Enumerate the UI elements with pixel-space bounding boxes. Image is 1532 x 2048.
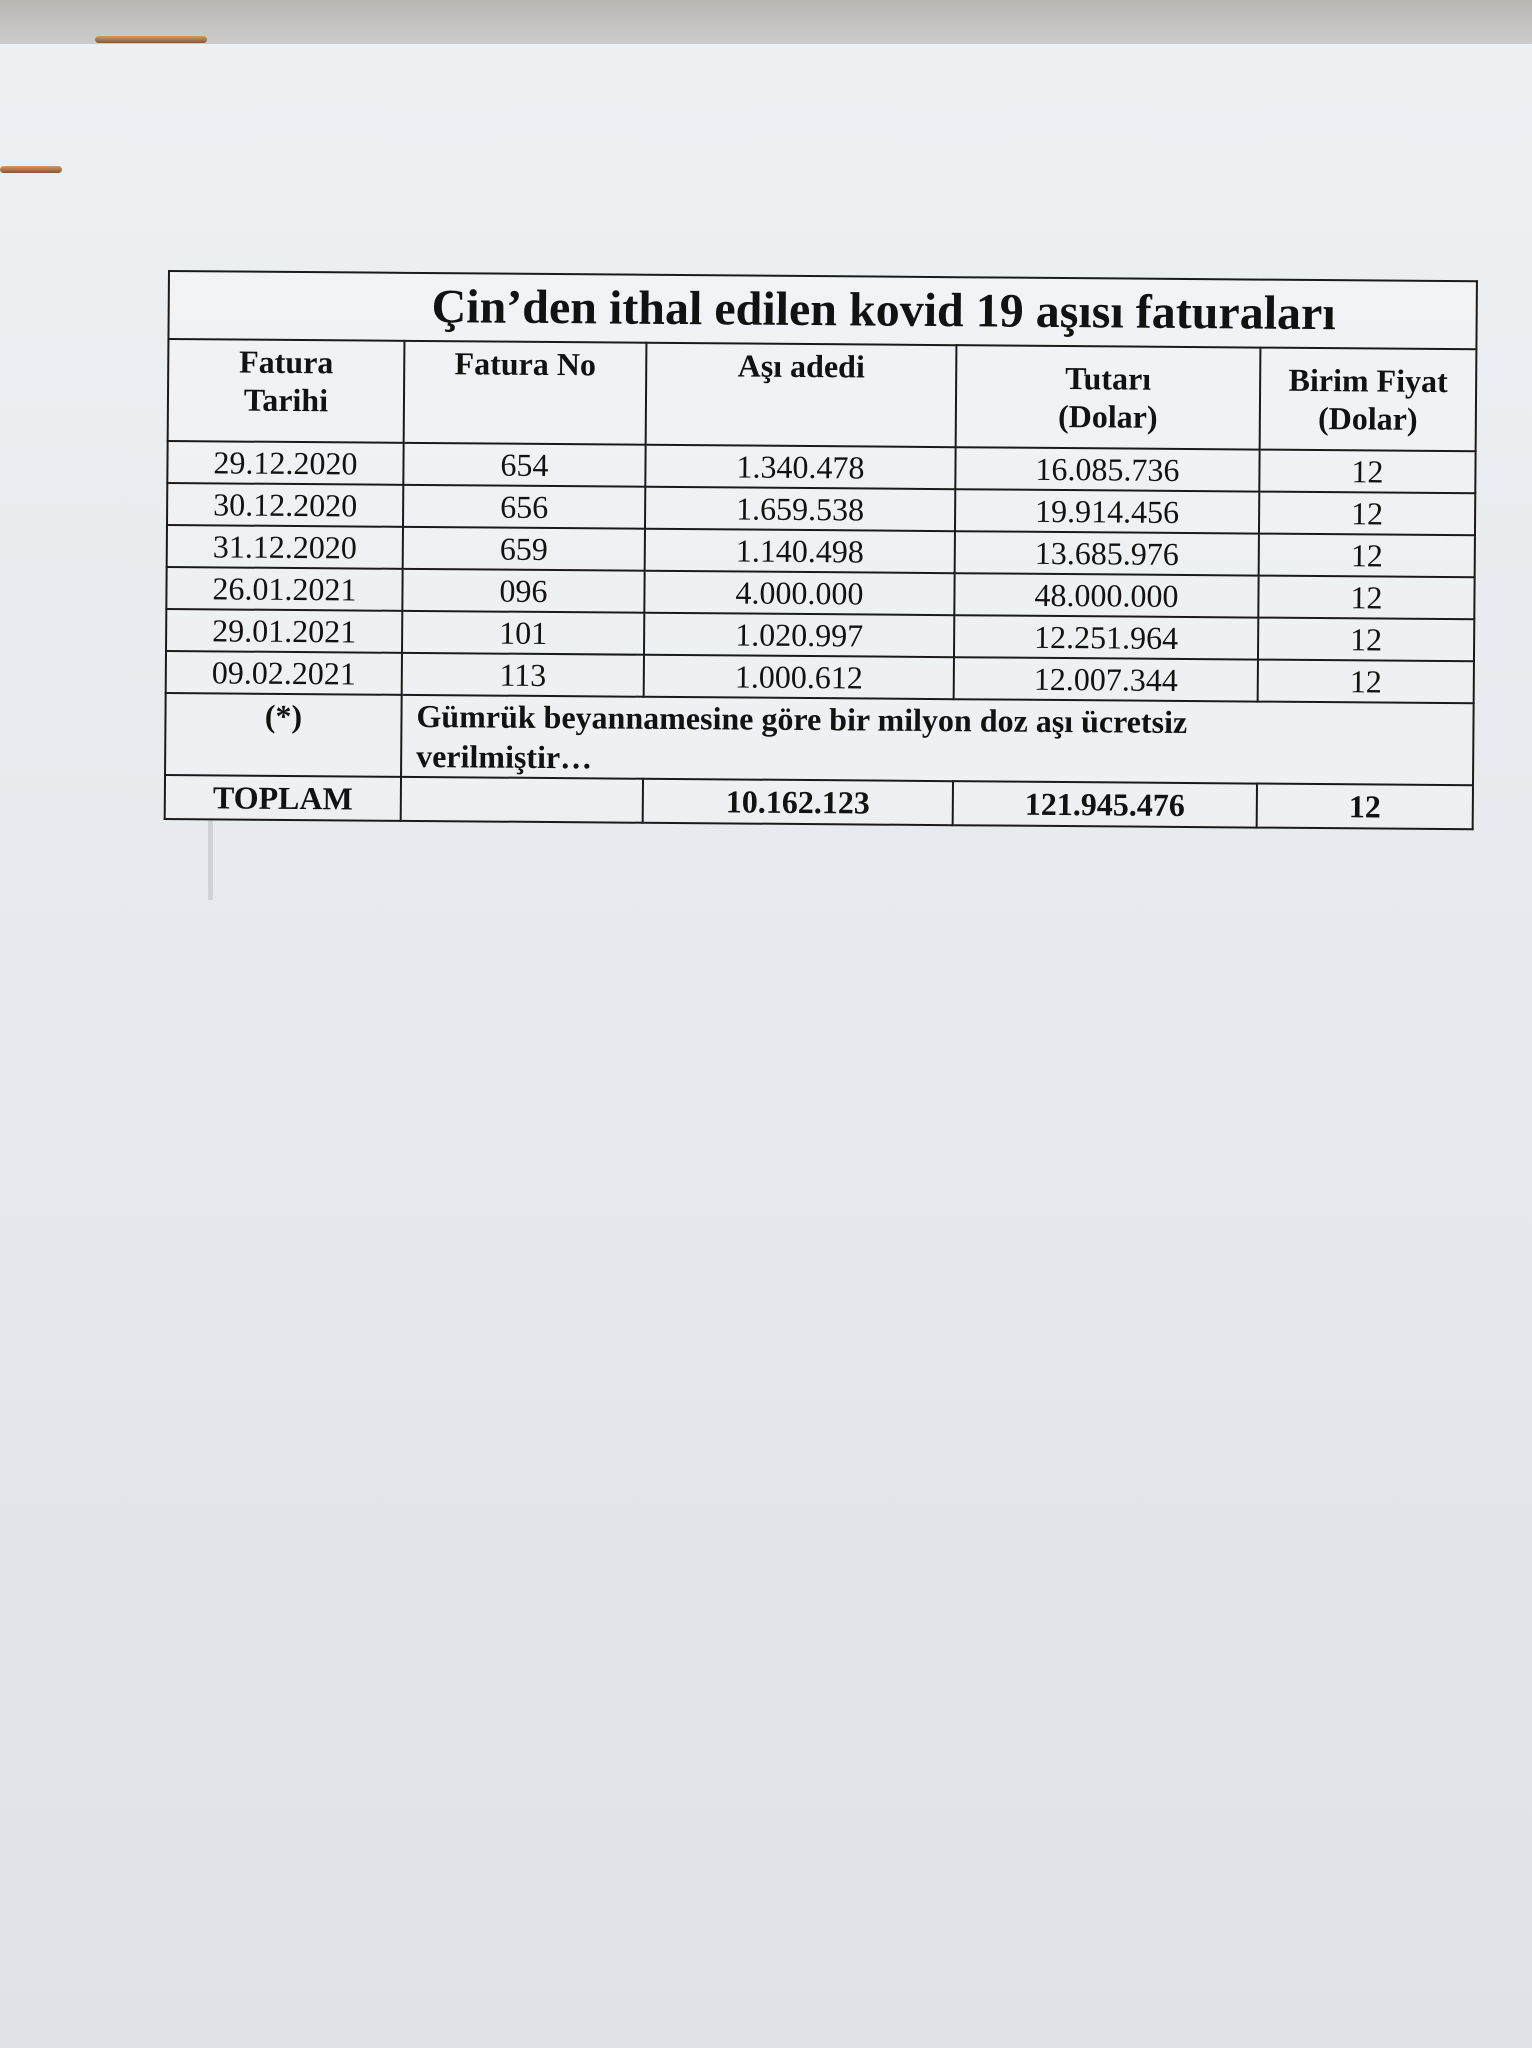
note-row <box>165 693 1474 785</box>
cell-number: 659 <box>403 527 645 571</box>
cell-number: 096 <box>402 569 644 613</box>
cell-quantity: 1.340.478 <box>645 445 955 489</box>
header-unit-price-line1: Birim Fiyat <box>1288 361 1448 400</box>
header-unit-price-line2: (Dolar) <box>1317 400 1418 437</box>
total-amount: 121.945.476 <box>953 781 1257 827</box>
total-row <box>165 775 1473 829</box>
total-unit-price: 12 <box>1257 784 1473 830</box>
cell-quantity: 4.000.000 <box>644 571 954 615</box>
cell-number: 113 <box>402 653 644 697</box>
note-marker: (*) <box>165 693 402 777</box>
cell-amount: 12.007.344 <box>954 657 1258 701</box>
header-date <box>168 339 405 443</box>
cell-date: 30.12.2020 <box>167 483 403 527</box>
total-quantity: 10.162.123 <box>643 779 953 825</box>
cell-unit-price: 12 <box>1258 660 1474 704</box>
header-unit-price <box>1260 348 1477 452</box>
cell-unit-price: 12 <box>1258 618 1474 662</box>
cell-amount: 13.685.976 <box>955 531 1259 575</box>
cell-date: 29.01.2021 <box>166 609 402 653</box>
header-quantity <box>646 343 957 447</box>
note-text <box>401 695 1474 785</box>
staple <box>0 166 62 173</box>
cell-date: 26.01.2021 <box>166 567 402 611</box>
cell-number: 656 <box>403 485 645 529</box>
header-number-line1: Fatura No <box>454 345 597 383</box>
cell-unit-price: 12 <box>1259 450 1475 494</box>
cell-amount: 19.914.456 <box>955 489 1259 533</box>
header-amount-line2: (Dolar) <box>1057 397 1158 435</box>
cell-number: 654 <box>403 443 645 487</box>
cell-quantity: 1.020.997 <box>644 613 954 657</box>
header-amount-line1: Tutarı <box>1065 360 1152 397</box>
staple <box>95 36 207 43</box>
cell-quantity: 1.659.538 <box>645 487 955 531</box>
header-date-line2: Tarihi <box>243 381 329 419</box>
header-date-line1: Fatura <box>239 343 334 381</box>
cell-amount: 12.251.964 <box>954 615 1258 659</box>
invoice-table <box>164 270 1478 830</box>
note-line1: Gümrük beyannamesine göre bir milyon doz aşı ücretsiz <box>416 697 1188 741</box>
header-amount <box>956 345 1261 449</box>
bleed-through-quote-bar <box>208 820 213 900</box>
cell-amount: 16.085.736 <box>955 447 1259 491</box>
cell-unit-price: 12 <box>1258 576 1474 620</box>
note-line2: verilmiştir… <box>416 737 593 776</box>
table-title: Çin’den ithal edilen kovid 19 aşısı faturaları <box>168 271 1476 349</box>
cell-date: 09.02.2021 <box>166 651 402 695</box>
total-empty-cell <box>401 777 643 823</box>
total-label: TOPLAM <box>165 775 401 821</box>
cell-unit-price: 12 <box>1259 534 1475 578</box>
cell-unit-price: 12 <box>1259 492 1475 536</box>
header-number <box>404 341 647 445</box>
cell-date: 31.12.2020 <box>167 525 403 569</box>
cell-date: 29.12.2020 <box>167 441 403 485</box>
header-row <box>168 339 1477 451</box>
cell-amount: 48.000.000 <box>954 573 1258 617</box>
cell-quantity: 1.000.612 <box>644 655 954 699</box>
cell-number: 101 <box>402 611 644 655</box>
header-quantity-line1: Aşı adedi <box>737 347 865 385</box>
cell-quantity: 1.140.498 <box>645 529 955 573</box>
